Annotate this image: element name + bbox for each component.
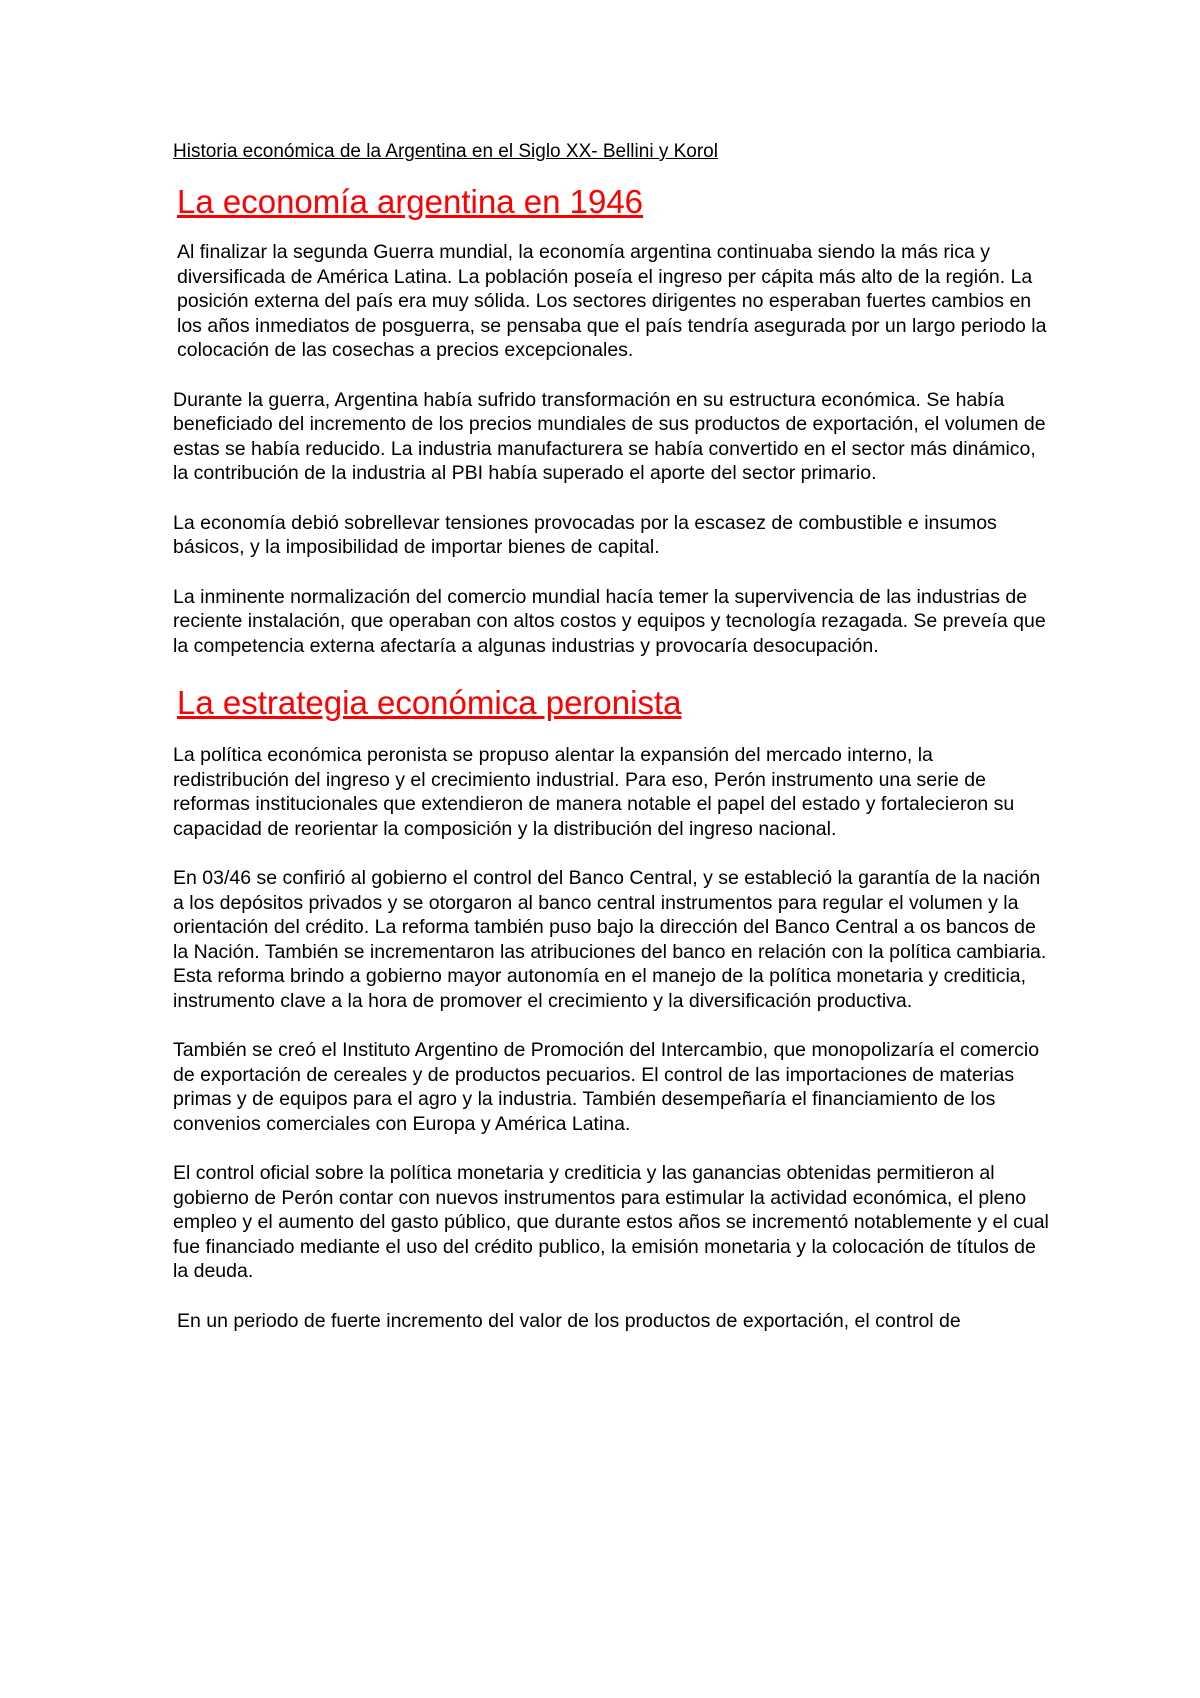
- paragraph: El control oficial sobre la política monetaria y crediticia y las ganancias obtenidas permitieron al gobierno de Perón contar con nuevos instrumentos para estimular la actividad económica, el pleno empleo y el aumento del gasto público, que durante estos años se incrementó notablemente y el cual fue financiado mediante el uso del crédito publico, la emisión monetaria y la colocación de títulos de la deuda.: [173, 1162, 1049, 1282]
- paragraph: Al finalizar la segunda Guerra mundial, la economía argentina continuaba siendo la más rica y diversificada de América Latina. La población poseía el ingreso per cápita más alto de la región. La posición externa del país era muy sólida. Los sectores dirigentes no esperaban fuertes cambios en los años inmediatos de posguerra, se pensaba que el país tendría asegurada por un largo periodo la colocación de las cosechas a precios excepcionales.: [177, 241, 1047, 361]
- section-heading-economia-1946: La economía argentina en 1946: [177, 183, 644, 220]
- document-title: Historia económica de la Argentina en el Siglo XX- Bellini y Korol: [173, 141, 718, 162]
- section-heading-estrategia-peronista: La estrategia económica peronista: [177, 684, 682, 721]
- paragraph: También se creó el Instituto Argentino de Promoción del Intercambio, que monopolizaría el comercio de exportación de cereales y de productos pecuarios. El control de las importaciones de materias primas y de equipos para el agro y la industria. También desempeñaría el financiamiento de los convenios comerciales con Europa y América Latina.: [173, 1039, 1040, 1135]
- paragraph: La política económica peronista se propuso alentar la expansión del mercado interno, la redistribución del ingreso y el crecimiento industrial. Para eso, Perón instrumento una serie de reformas institucionales que extendieron de manera notable el papel del estado y fortalecieron su capacidad de reorientar la composición y la distribución del ingreso nacional.: [173, 744, 1015, 840]
- paragraph: La economía debió sobrellevar tensiones provocadas por la escasez de combustible e insumos básicos, y la imposibilidad de importar bienes de capital.: [173, 511, 997, 558]
- paragraph: En un periodo de fuerte incremento del valor de los productos de exportación, el control de: [177, 1309, 961, 1332]
- document-page: [173, 140, 1053, 1358]
- paragraph: En 03/46 se confirió al gobierno el control del Banco Central, y se estableció la garantía de la nación a los depósitos privados y se otorgaron al banco central instrumentos para regular el volumen y la orientación del crédito. La reforma también puso bajo la dirección del Banco Central a os bancos de la Nación. También se incrementaron las atribuciones del banco en relación con la política cambiaria. Esta reforma brindo a gobierno mayor autonomía en el manejo de la política monetaria y crediticia, instrumento clave a la hora de promover el crecimiento y la diversificación productiva.: [173, 867, 1047, 1012]
- paragraph: La inminente normalización del comercio mundial hacía temer la supervivencia de las industrias de reciente instalación, que operaban con altos costos y equipos y tecnología rezagada. Se preveía que la competencia externa afectaría a algunas industrias y provocaría desocupación.: [173, 585, 1046, 657]
- paragraph: Durante la guerra, Argentina había sufrido transformación en su estructura económica. Se había beneficiado del incremento de los precios mundiales de sus productos de exportación, el volumen de estas se había reducido. La industria manufacturera se había convertido en el sector más dinámico, la contribución de la industria al PBI había superado el aporte del sector primario.: [173, 388, 1046, 484]
